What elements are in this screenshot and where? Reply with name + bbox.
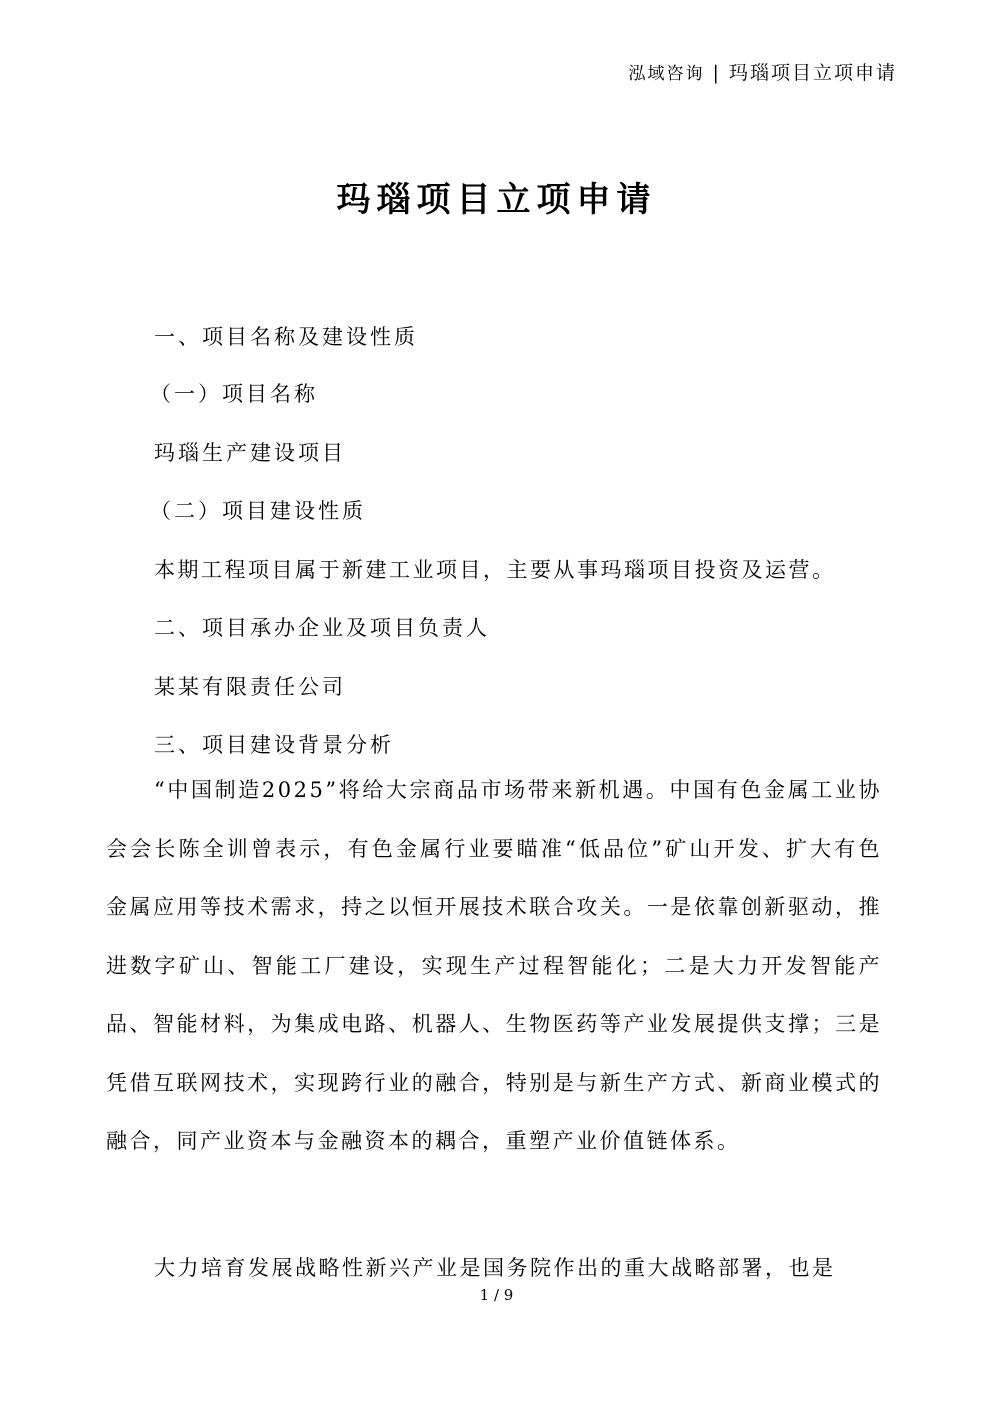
project-name-text: 玛瑙生产建设项目 [154,441,346,465]
background-paragraph-2: 大力培育发展战略性新兴产业是国务院作出的重大战略部署，也是 [154,1256,836,1280]
section-heading-1: 一、项目名称及建设性质 [154,325,418,349]
company-name-text: 某某有限责任公司 [154,675,346,699]
subheading-project-name: （一）项目名称 [150,382,318,406]
header-doc-title: 玛瑙项目立项申请 [728,62,897,84]
header-separator: | [712,62,721,84]
page-number: 1 / 9 [479,1286,514,1304]
section-heading-2: 二、项目承办企业及项目负责人 [154,616,490,640]
project-nature-text: 本期工程项目属于新建工业项目，主要从事玛瑙项目投资及运营。 [154,558,836,582]
subheading-project-nature: （二）项目建设性质 [150,499,366,523]
section-heading-3: 三、项目建设背景分析 [154,733,394,757]
header-brand: 泓域咨询 [628,64,705,84]
running-header [628,58,897,85]
document-title: 玛瑙项目立项申请 [336,180,657,220]
background-paragraph-1: “中国制造2025”将给大宗商品市场带来新机遇。中国有色金属工业协会会长陈全训曾表示，有色金属行业要瞄准“低品位”矿山开发、扩大有色金属应用等技术需求，持之以恒开展技术联合攻关。一是依靠创新驱动，推进数字矿山、智能工厂建设，实现生产过程智能化；二是大力开发智能产品、智能材料，为集成电路、机器人、生物医药等产业发展提供支撑；三是凭借互联网技术，实现跨行业的融合，特别是与新生产方式、新商业模式的融合，同产业资本与金融资本的耦合，重塑产业价值链体系。 [106,778,882,1153]
